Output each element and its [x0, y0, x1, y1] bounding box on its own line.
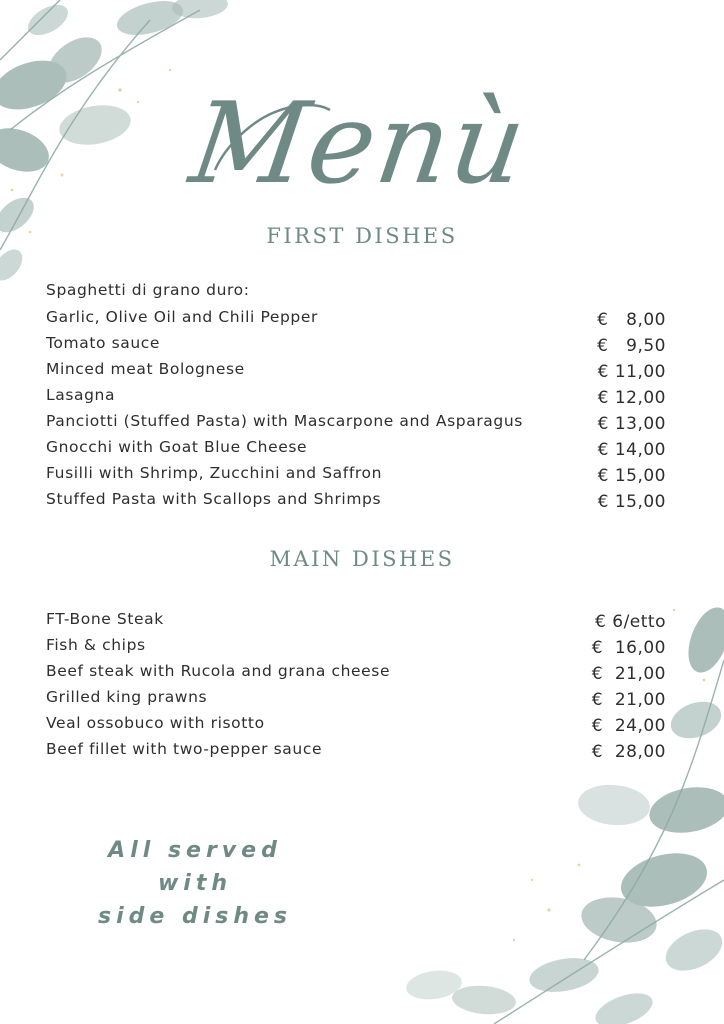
- menu-item: [46, 386, 666, 412]
- menu-item: [46, 464, 666, 490]
- menu-item-name: Grilled king prawns: [46, 688, 208, 706]
- note-line: with: [157, 871, 233, 896]
- menu-item: [46, 740, 666, 766]
- menu-item: [46, 308, 666, 334]
- menu-item-price: € 8,00: [597, 310, 666, 330]
- menu-item-price: € 15,00: [597, 466, 666, 486]
- menu-item: [46, 636, 666, 662]
- note-line: side dishes: [97, 904, 293, 929]
- menu-item-price: € 15,00: [597, 492, 666, 512]
- menu-item-name: Minced meat Bolognese: [46, 360, 245, 378]
- menu-item-name: Garlic, Olive Oil and Chili Pepper: [46, 308, 318, 326]
- menu-item-price: € 14,00: [597, 440, 666, 460]
- menu-item: [46, 662, 666, 688]
- menu-item-name: Panciotti (Stuffed Pasta) with Mascarpone and Asparagus: [46, 412, 523, 430]
- menu-item-name: Tomato sauce: [46, 334, 161, 352]
- menu-item-price: € 16,00: [591, 638, 666, 658]
- menu-item: [46, 610, 666, 636]
- menu-item-price: € 21,00: [591, 690, 666, 710]
- menu-item: [46, 688, 666, 714]
- menu-item-price: € 13,00: [597, 414, 666, 434]
- menu-item-name: Beef fillet with two-pepper sauce: [46, 740, 323, 758]
- menu-item-name: Stuffed Pasta with Scallops and Shrimps: [46, 490, 382, 508]
- menu-item: [46, 334, 666, 360]
- menu-item: [46, 438, 666, 464]
- menu-item-price: € 21,00: [591, 664, 666, 684]
- menu-title: [0, 52, 724, 212]
- menu-item-name: FT-Bone Steak: [46, 610, 164, 628]
- menu-item-name: Fusilli with Shrimp, Zucchini and Saffron: [46, 464, 383, 482]
- menu-item-name: Fish & chips: [46, 636, 146, 654]
- menu-item-price: € 11,00: [597, 362, 666, 382]
- menu-item: [46, 490, 666, 516]
- menu-item-name: Lasagna: [46, 386, 116, 404]
- menu-item-price: € 24,00: [591, 716, 666, 736]
- main-dishes-heading: MAIN DISHES: [269, 547, 455, 571]
- menu-item-name: Beef steak with Rucola and grana cheese: [46, 662, 391, 680]
- menu-title-text: Menù: [183, 78, 535, 209]
- side-dishes-note: [95, 834, 295, 933]
- menu-item: [46, 360, 666, 386]
- menu-item: [46, 412, 666, 438]
- note-line: All served: [108, 838, 282, 863]
- menu-item-price: € 6/etto: [595, 612, 666, 632]
- first-dishes-heading: FIRST DISHES: [266, 224, 458, 248]
- menu-item-price: € 9,50: [597, 336, 666, 356]
- menu-item-price: € 12,00: [597, 388, 666, 408]
- menu-item: [46, 714, 666, 740]
- menu-item-price: € 28,00: [591, 742, 666, 762]
- menu-item-name: Gnocchi with Goat Blue Cheese: [46, 438, 308, 456]
- menu-item-name: Veal ossobuco with risotto: [46, 714, 265, 732]
- menu-title-script: [0, 52, 724, 212]
- first-dishes-intro: Spaghetti di grano duro:: [46, 281, 250, 299]
